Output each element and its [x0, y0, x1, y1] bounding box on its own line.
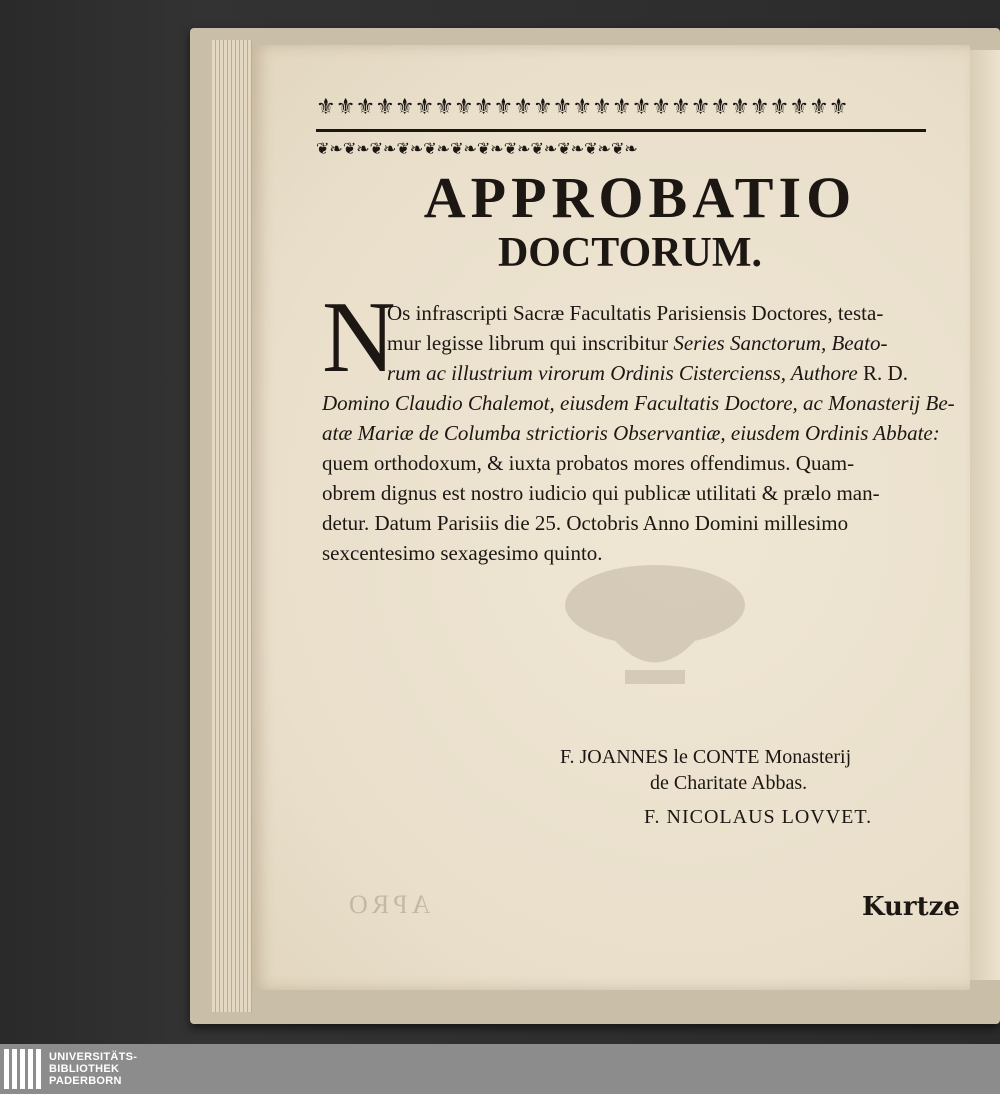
ornament-rule — [316, 129, 926, 132]
body-text-run: atæ Mariæ de Columba strictioris Observantiæ, eiusdem Ordinis Abbate: — [322, 421, 940, 445]
signature-joannes — [560, 744, 851, 796]
signature-joannes-line2: de Charitate Abbas. — [650, 772, 808, 794]
body-text-run: sexcentesimo sexagesimo quinto. — [322, 541, 603, 565]
body-line — [322, 388, 955, 418]
body-text-run: obrem dignus est nostro iudicio qui publicæ utilitati & prælo man- — [322, 481, 880, 505]
body-text-run: Series Sanctorum, Beato- — [673, 331, 888, 355]
bleed-through-vase-ornament — [555, 560, 755, 690]
approbation-body — [322, 298, 955, 568]
body-line — [322, 478, 934, 508]
body-line — [322, 328, 934, 358]
body-text-run: Domino Claudio Chalemot, eiusdem Facultatis Doctore, ac Monasterij Be- — [322, 391, 955, 415]
body-text-run: detur. Datum Parisiis die 25. Octobris Anno Domini millesimo — [322, 511, 849, 535]
body-text-run: R. D. — [863, 361, 908, 385]
ornament-fleurons: ⚜⚜⚜⚜⚜⚜⚜⚜⚜⚜⚜⚜⚜⚜⚜⚜⚜⚜⚜⚜⚜⚜⚜⚜⚜⚜⚜ — [316, 95, 849, 120]
library-logo-icon — [4, 1049, 41, 1089]
page-subtitle: DOCTORUM. — [497, 230, 763, 276]
body-line — [322, 448, 934, 478]
logo-line-2: BIBLIOTHEK — [49, 1063, 120, 1075]
body-line — [322, 418, 940, 448]
body-text-run: rum ac illustrium virorum Ordinis Cistercienss, Authore — [387, 361, 864, 385]
body-line — [322, 298, 934, 328]
library-logo-text — [49, 1051, 137, 1087]
logo-line-3: PADERBORN — [49, 1075, 122, 1087]
bleed-through-text: APRO — [345, 890, 431, 919]
library-footer — [0, 1044, 1000, 1094]
body-line — [322, 358, 934, 388]
body-text-run: quem orthodoxum, & iuxta probatos mores offendimus. Quam- — [322, 451, 855, 475]
signature-joannes-line1: F. JOANNES le CONTE Monasterij — [560, 746, 852, 768]
logo-line-1: UNIVERSITÄTS- — [49, 1051, 138, 1063]
drop-capital: N — [322, 281, 396, 394]
page-edges — [212, 40, 252, 1012]
ornament-vines: ❦❧❦❧❦❧❦❧❦❧❦❧❦❧❦❧❦❧❦❧❦❧❦❧ — [316, 139, 638, 158]
body-text-run: mur legisse librum qui inscribitur — [387, 331, 674, 355]
catchword: Kurtze — [862, 892, 960, 922]
signature-nicolaus: F. NICOLAUS LOVVET. — [644, 806, 873, 828]
header-ornament — [316, 96, 926, 158]
page-title: APPROBATIO — [423, 165, 857, 230]
body-text-run: Os infrascripti Sacræ Facultatis Parisiensis Doctores, testa- — [387, 301, 884, 325]
body-line — [322, 508, 934, 538]
